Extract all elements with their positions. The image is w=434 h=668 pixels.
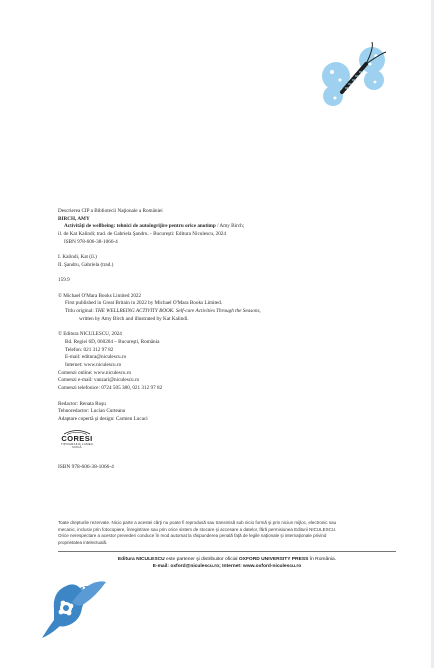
original-title-label: Titlu original:: [65, 308, 96, 315]
original-title: [58, 308, 378, 316]
partner-publisher: Editura NICULESCU: [117, 557, 165, 562]
cip-index-2: II. Şandru, Gabriela (trad.): [58, 261, 114, 268]
rights-notice: [58, 520, 398, 546]
original-title-text: THE WELLBEING ACTIVITY BOOK. Self-care Activities Through the Seasons,: [95, 308, 261, 315]
rights-line-3: Orice nerespectare a acestor prevederi conduce în mod automat la răspunderea penală faţă de legile naţionale şi internaţionale privind: [58, 533, 327, 539]
publisher-internet: Internet: www.niculescu.ro: [65, 362, 122, 368]
cip-illustrator-line: il. de Kat Kalindi; trad. de Gabriela Şandru. - Bucureşti: Editura Niculescu, 2024: [58, 231, 226, 238]
printer-subtitle: TIPOGRAFIA LUMEA NOUĂ: [60, 441, 94, 450]
cip-author: BIRCH, AMY: [58, 215, 90, 222]
cip-classification: 159.9: [58, 277, 70, 284]
publisher-address: Bd. Regiei 6D, 060204 – Bucureşti, România: [65, 338, 160, 345]
partner-country: în România.: [308, 557, 337, 562]
credit-editor: Redactor: Renata Roşu: [58, 400, 106, 407]
orders-online: Comenzi online: www.niculescu.ro: [58, 369, 132, 376]
isbn-bottom: ISBN 978-606-38-1066-4: [58, 463, 114, 470]
rights-line-2: mecanic, inclusiv prin fotocopiere, înregistrare sau prin orice sistem de stocare şi accesare a datelor, fără permisiunea Editurii NICULESCU.: [58, 526, 337, 532]
imprint-block: [58, 208, 378, 472]
publisher-email: E-mail: editura@niculescu.ro: [65, 354, 127, 361]
publisher-name: © Editura NICULESCU, 2024: [58, 331, 122, 338]
printer-name: CORESI: [61, 433, 93, 443]
cip-title-rest: / Amy Birch;: [215, 223, 245, 230]
partner-oup: OXFORD UNIVERSITY PRESS: [238, 557, 309, 562]
printer-logo: [59, 429, 95, 450]
copyright-line-1: © Michael O'Mara Books Limited 2022: [58, 292, 142, 299]
cip-title: [58, 223, 378, 231]
partner-contact: E-mail: oxford@niculescu.ro; Internet: www.oxford-niculescu.ro: [152, 564, 302, 570]
cip-header: Descrierea CIP a Bibliotecii Naţionale a României: [58, 208, 163, 214]
credit-typesetter: Tehnoredactor: Lucian Curteanu: [58, 408, 126, 415]
cip-title-bold: Activităţi de wellbeing: tehnici de autoîngrijire pentru orice anotimp: [64, 223, 216, 230]
rights-line-1: Toate drepturile rezervate. Nicio parte a acestei cărţi nu poate fi reprodusă sau transmisă sub nicio formă şi prin niciun mijloc, electronic sau: [58, 520, 337, 525]
cip-isbn: ISBN 978-606-38-1066-4: [64, 238, 118, 245]
credit-cover-design: Adaptare copertă şi design: Carmen Lucaci: [58, 415, 148, 422]
orders-email: Comenzi e-mail: vanzari@niculescu.ro: [58, 377, 140, 384]
orders-phone: Comenzi telefonice: 0724 505 380, 021 312 97 82: [58, 385, 163, 392]
rights-line-4: proprietatea intelectuală.: [58, 539, 108, 545]
cip-index-1: I. Kalindi, Kat (il.): [58, 254, 97, 261]
bird-illustration: [32, 562, 114, 642]
partner-middle: este partener şi distribuitor oficial: [164, 557, 239, 562]
butterfly-illustration: [314, 38, 396, 108]
publisher-phone: Telefon: 021 312 97 82: [65, 346, 114, 353]
original-credit: written by Amy Birch and illustrated by Kat Kalindi.: [79, 315, 189, 322]
divider: [58, 551, 396, 552]
copyright-line-2: First published in Great Britain in 2022 by Michael O'Mara Books Limited.: [65, 300, 223, 307]
